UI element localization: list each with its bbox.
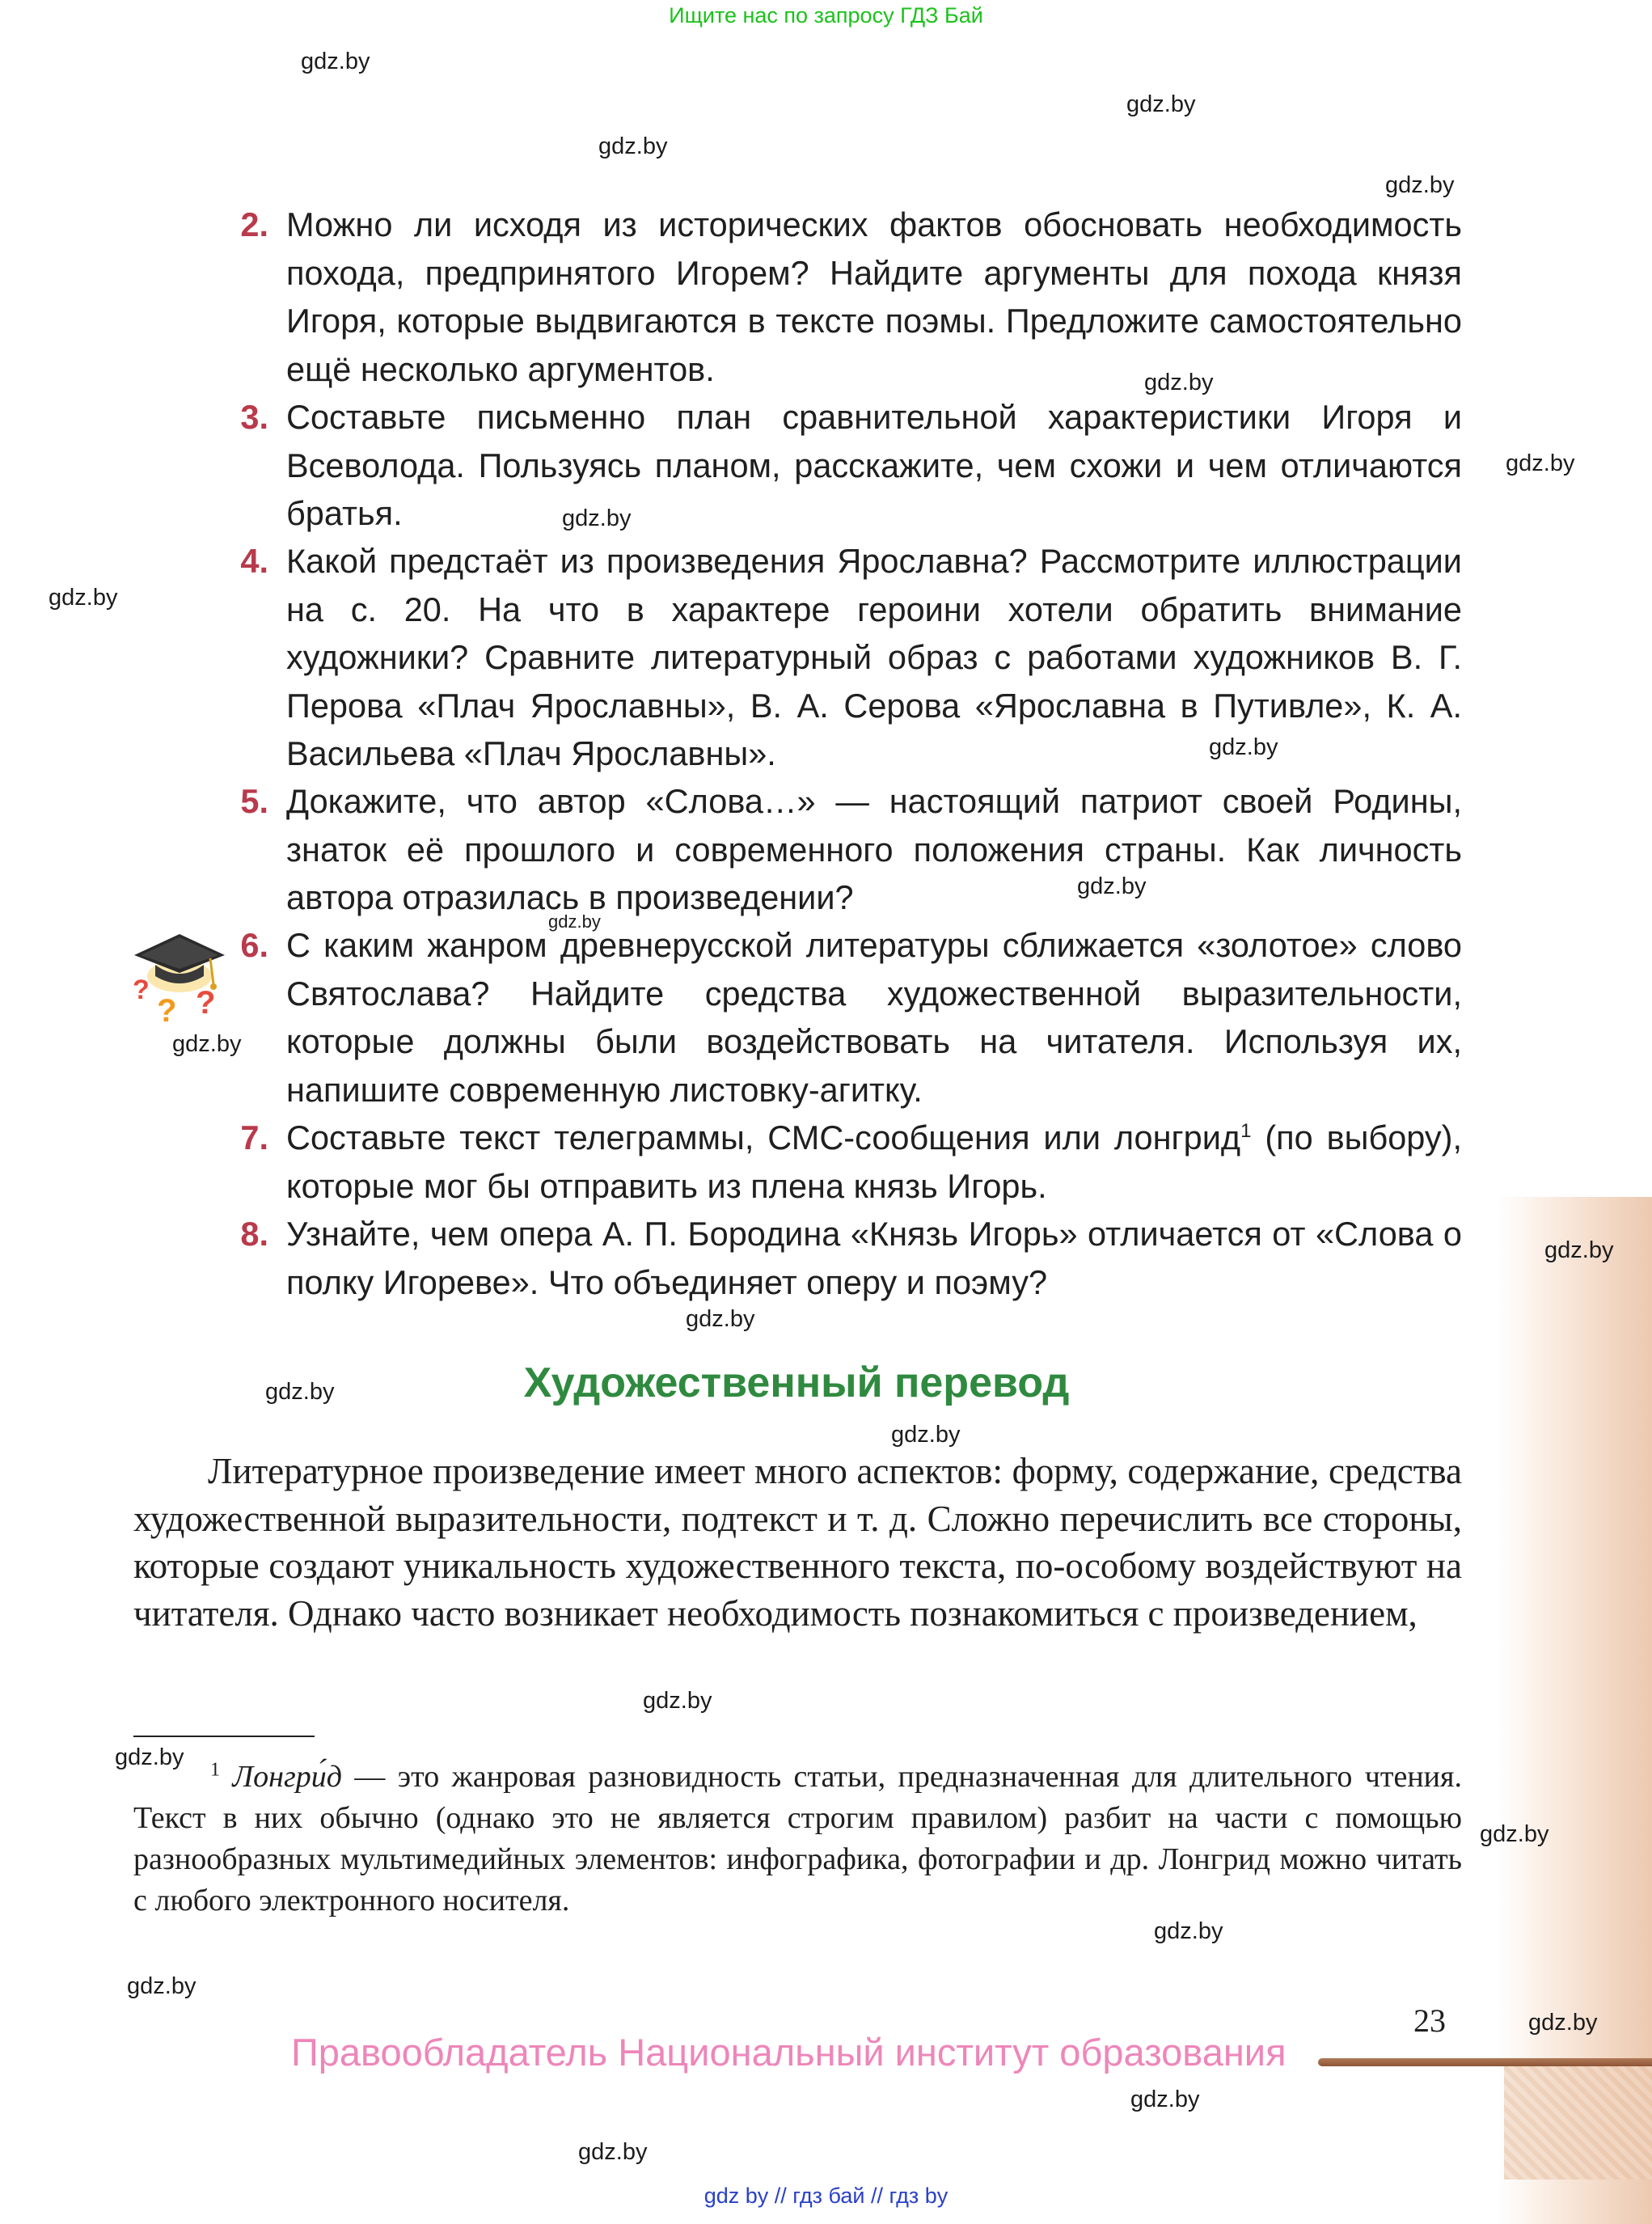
task-item — [226, 1114, 1462, 1210]
watermark: gdz.by — [548, 911, 601, 932]
watermark: gdz.by — [1480, 1821, 1549, 1847]
page-edge-texture — [1504, 2066, 1652, 2180]
footer-links[interactable]: gdz by // гдз бай // гдз by — [703, 2184, 949, 2208]
watermark: gdz.by — [562, 505, 632, 531]
watermark: gdz.by — [265, 1379, 335, 1405]
svg-text:?: ? — [133, 975, 150, 1005]
section-title: Художественный перевод — [523, 1359, 1070, 1406]
watermark: gdz.by — [891, 1422, 961, 1448]
svg-text:?: ? — [196, 985, 216, 1021]
task-number: 4. — [240, 542, 268, 580]
task-item — [226, 537, 1462, 778]
task-item — [226, 921, 1462, 1114]
watermark: gdz.by — [1126, 91, 1196, 117]
footnote-term: Лонгри́д — [232, 1760, 343, 1794]
watermark: gdz.by — [1144, 370, 1214, 395]
watermark: gdz.by — [115, 1744, 184, 1770]
page-edge-rule — [1318, 2058, 1652, 2066]
task-text: Какой предстаёт из произведения Ярославна? Рассмотрите иллюстрации на с. 20. На что в характере героини хотели обратить внимание художники? Сравните литературный образ с работами художников В. Г. Перова «Плач Ярославны», В. А. Серова «Ярославна в Путивле», К. А. Васильева «Плач Ярославны». — [286, 542, 1462, 772]
watermark: gdz.by — [578, 2139, 648, 2165]
task-text: С каким жанром древнерусской литературы сближается «золотое» слово Святослава? Найдите средства художественной выразительности, которые должны были воздействовать на читателя. Используя их, напишите современную листовку-агитку. — [286, 926, 1462, 1109]
watermark: gdz.by — [1528, 2010, 1598, 2036]
task-text: Узнайте, чем опера А. П. Бородина «Князь Игорь» отличается от «Слова о полку Игореве». Что объединяет оперу и поэму? — [286, 1215, 1462, 1301]
task-text: Докажите, что автор «Слова…» — настоящий патриот своей Родины, знаток её прошлого и современного положения страны. Как личность автора отразилась в произведении? — [286, 782, 1462, 916]
task-number: 5. — [240, 782, 268, 820]
graduation-cap-icon — [129, 926, 230, 1027]
task-number: 2. — [240, 205, 268, 243]
task-number: 8. — [240, 1215, 268, 1253]
copyright-notice: Правообладатель Национальный институт образования — [291, 2031, 1287, 2074]
task-text: Можно ли исходя из исторических фактов обосновать необходимость похода, предпринятого Игорем? Найдите аргументы для похода князя Игоря, которые выдвигаются в тексте поэмы. Предложите самостоятельно ещё несколько аргументов. — [286, 205, 1462, 388]
task-number: 7. — [240, 1118, 268, 1156]
svg-text:?: ? — [157, 993, 177, 1027]
top-search-note: Ищите нас по запросу ГДЗ Бай — [669, 3, 983, 27]
watermark: gdz.by — [49, 585, 118, 611]
footnote-mark: 1 — [210, 1759, 220, 1781]
footnote — [133, 1757, 1462, 1922]
watermark: gdz.by — [598, 133, 668, 159]
watermark: gdz.by — [643, 1688, 712, 1714]
task-item — [226, 777, 1462, 922]
watermark: gdz.by — [1506, 450, 1575, 476]
task-number: 6. — [240, 926, 268, 964]
watermark: gdz.by — [1130, 2087, 1200, 2112]
watermark: gdz.by — [686, 1306, 755, 1332]
task-item — [226, 201, 1462, 393]
footnote-text: — это жанровая разновидность статьи, предназначенная для длительного чтения. Текст в них обычно (однако это не является строгим правилом) разбит на части с помощью разнообразных мультимедийных элементов: инфографика, фотографии и др. Лонгрид можно читать с любого электронного носителя. — [133, 1760, 1462, 1917]
watermark: gdz.by — [1209, 734, 1278, 760]
watermark: gdz.by — [1154, 1918, 1223, 1944]
task-number: 3. — [240, 398, 268, 436]
task-item — [226, 393, 1462, 538]
watermark: gdz.by — [1077, 873, 1147, 899]
task-text: Составьте письменно план сравнительной характеристики Игоря и Всеволода. Пользуясь планом, расскажите, чем схожи и чем отличаются братья. — [286, 398, 1462, 532]
section-paragraph: Литературное произведение имеет много аспектов: форму, содержание, средства художественной выразительности, подтекст и т. д. Сложно перечислить все стороны, которые создают уникальность художественного текста, по-особому воздействуют на читателя. Однако часто возникает необходимость познакомиться с произведением, — [133, 1451, 1462, 1634]
watermark: gdz.by — [301, 49, 370, 74]
footnote-divider — [133, 1736, 315, 1737]
footnote-mark: 1 — [1240, 1120, 1252, 1143]
task-item — [226, 1210, 1462, 1306]
watermark: gdz.by — [172, 1031, 242, 1057]
watermark: gdz.by — [127, 1973, 196, 1999]
task-text: Составьте текст телеграммы, СМС-сообщения или лонгрид$^1$ (по выбору), которые мог бы отправить из плена князь Игорь. — [286, 1118, 1463, 1205]
page-number: 23 — [1413, 2002, 1446, 2039]
watermark: gdz.by — [1544, 1237, 1614, 1263]
watermark: gdz.by — [1385, 172, 1455, 198]
